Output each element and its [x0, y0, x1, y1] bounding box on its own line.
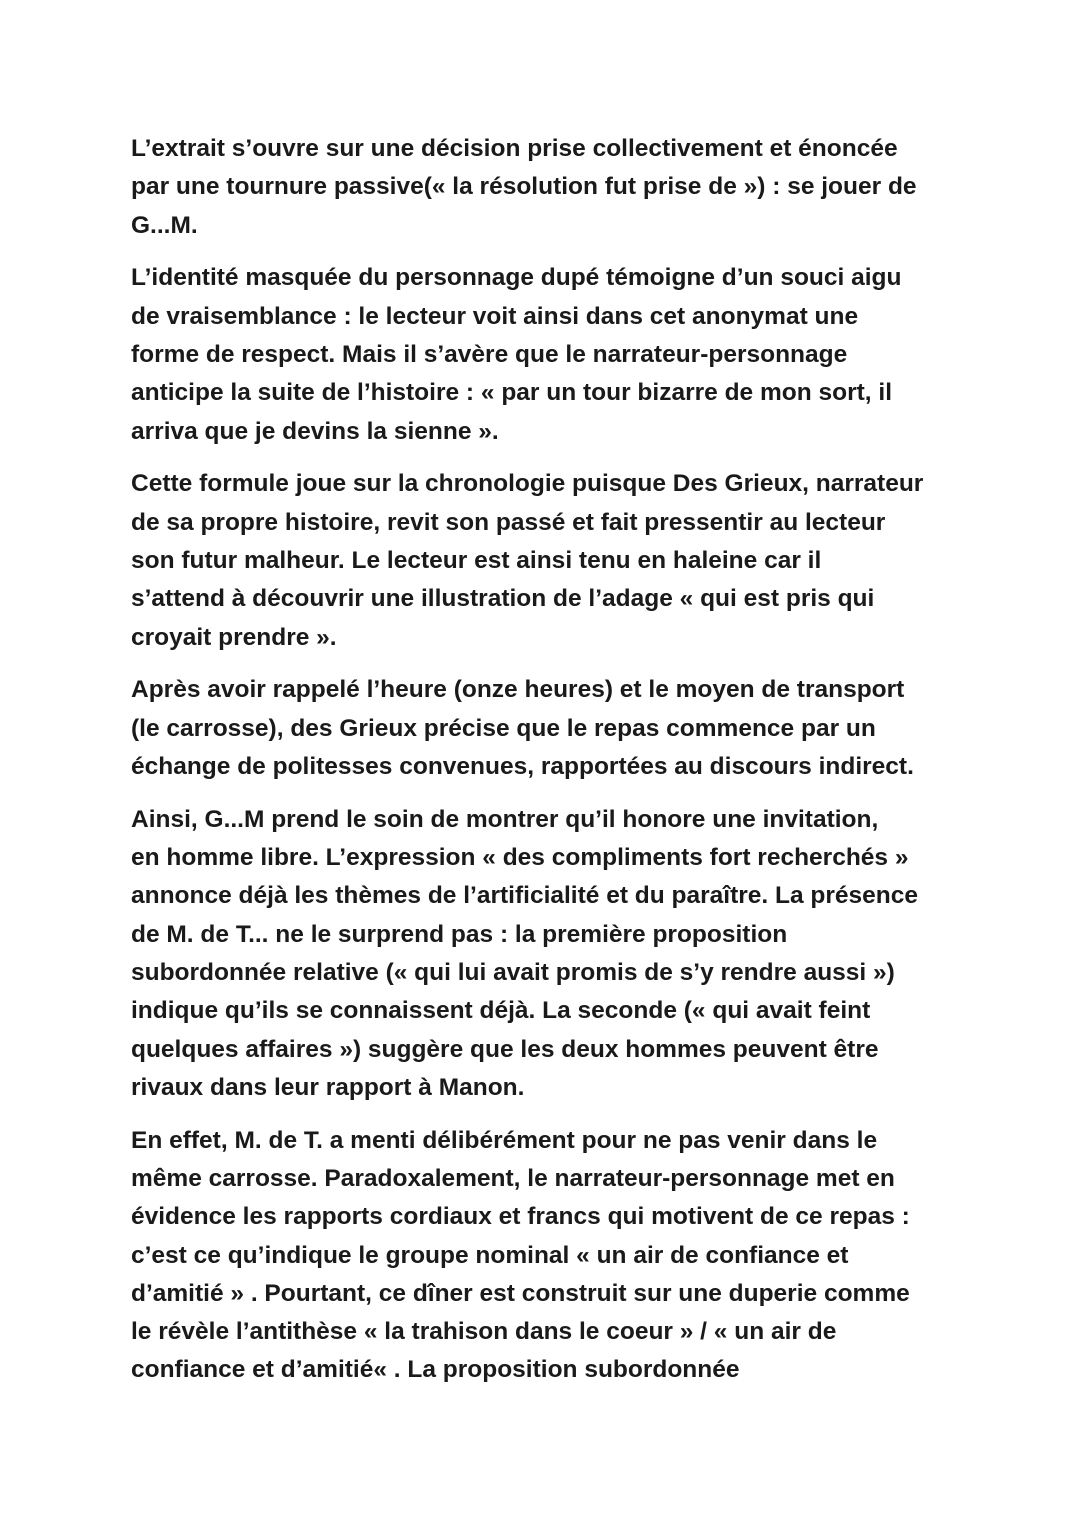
text-line: de M. de T... ne le surprend pas : la première proposition — [131, 920, 788, 948]
text-line: Après avoir rappelé l’heure (onze heures) et le moyen de transport — [131, 676, 905, 704]
text-line: quelques affaires ») suggère que les deux hommes peuvent être — [131, 1035, 879, 1063]
text-line: d’amitié » . Pourtant, ce dîner est construit sur une duperie comme — [131, 1279, 910, 1307]
text-line: subordonnée relative (« qui lui avait promis de s’y rendre aussi ») — [131, 958, 895, 986]
text-line: G...M. — [131, 211, 198, 239]
paragraph-5 — [131, 801, 951, 1107]
text-line: évidence les rapports cordiaux et francs qui motivent de ce repas : — [131, 1203, 910, 1231]
paragraph-1 — [131, 130, 951, 245]
text-line: de sa propre histoire, revit son passé et fait pressentir au lecteur — [131, 508, 886, 536]
text-line: en homme libre. L’expression « des compliments fort recherchés » — [131, 844, 909, 872]
text-line: L’extrait s’ouvre sur une décision prise collectivement et énoncée — [131, 135, 898, 162]
text-line: par une tournure passive(« la résolution fut prise de ») : se jouer de — [131, 173, 917, 201]
text-line: s’attend à découvrir une illustration de l’adage « qui est pris qui — [131, 585, 875, 613]
text-line: forme de respect. Mais il s’avère que le narrateur-personnage — [131, 340, 848, 368]
text-line: anticipe la suite de l’histoire : « par un tour bizarre de mon sort, il — [131, 379, 893, 407]
paragraph-4 — [131, 671, 951, 786]
text-line: Ainsi, G...M prend le soin de montrer qu’il honore une invitation, — [131, 805, 879, 833]
text-line: échange de politesses convenues, rapportées au discours indirect. — [131, 752, 914, 780]
text-line: annonce déjà les thèmes de l’artificialité et du paraître. La présence — [131, 882, 919, 910]
text-line: En effet, M. de T. a menti délibérément pour ne pas venir dans le — [131, 1126, 878, 1154]
text-line: confiance et d’amitié« . La proposition subordonnée — [131, 1356, 740, 1384]
text-line: le révèle l’antithèse « la trahison dans le coeur » / « un air de — [131, 1318, 837, 1346]
text-line: Cette formule joue sur la chronologie puisque Des Grieux, narrateur — [131, 470, 924, 498]
paragraph-2 — [131, 259, 951, 450]
paragraph-3 — [131, 465, 951, 656]
text-line: (le carrosse), des Grieux précise que le repas commence par un — [131, 714, 876, 742]
document-page — [131, 130, 951, 1404]
text-line: rivaux dans leur rapport à Manon. — [131, 1073, 525, 1101]
paragraph-6 — [131, 1122, 951, 1390]
text-line: indique qu’ils se connaissent déjà. La seconde (« qui avait feint — [131, 997, 871, 1025]
text-line: de vraisemblance : le lecteur voit ainsi dans cet anonymat une — [131, 302, 859, 330]
text-line: c’est ce qu’indique le groupe nominal « un air de confiance et — [131, 1241, 849, 1269]
text-line: L’identité masquée du personnage dupé témoigne d’un souci aigu — [131, 264, 902, 292]
text-line: croyait prendre ». — [131, 623, 337, 651]
text-line: arriva que je devins la sienne ». — [131, 417, 499, 445]
text-line: son futur malheur. Le lecteur est ainsi tenu en haleine car il — [131, 546, 822, 574]
text-line: même carrosse. Paradoxalement, le narrateur-personnage met en — [131, 1164, 895, 1192]
